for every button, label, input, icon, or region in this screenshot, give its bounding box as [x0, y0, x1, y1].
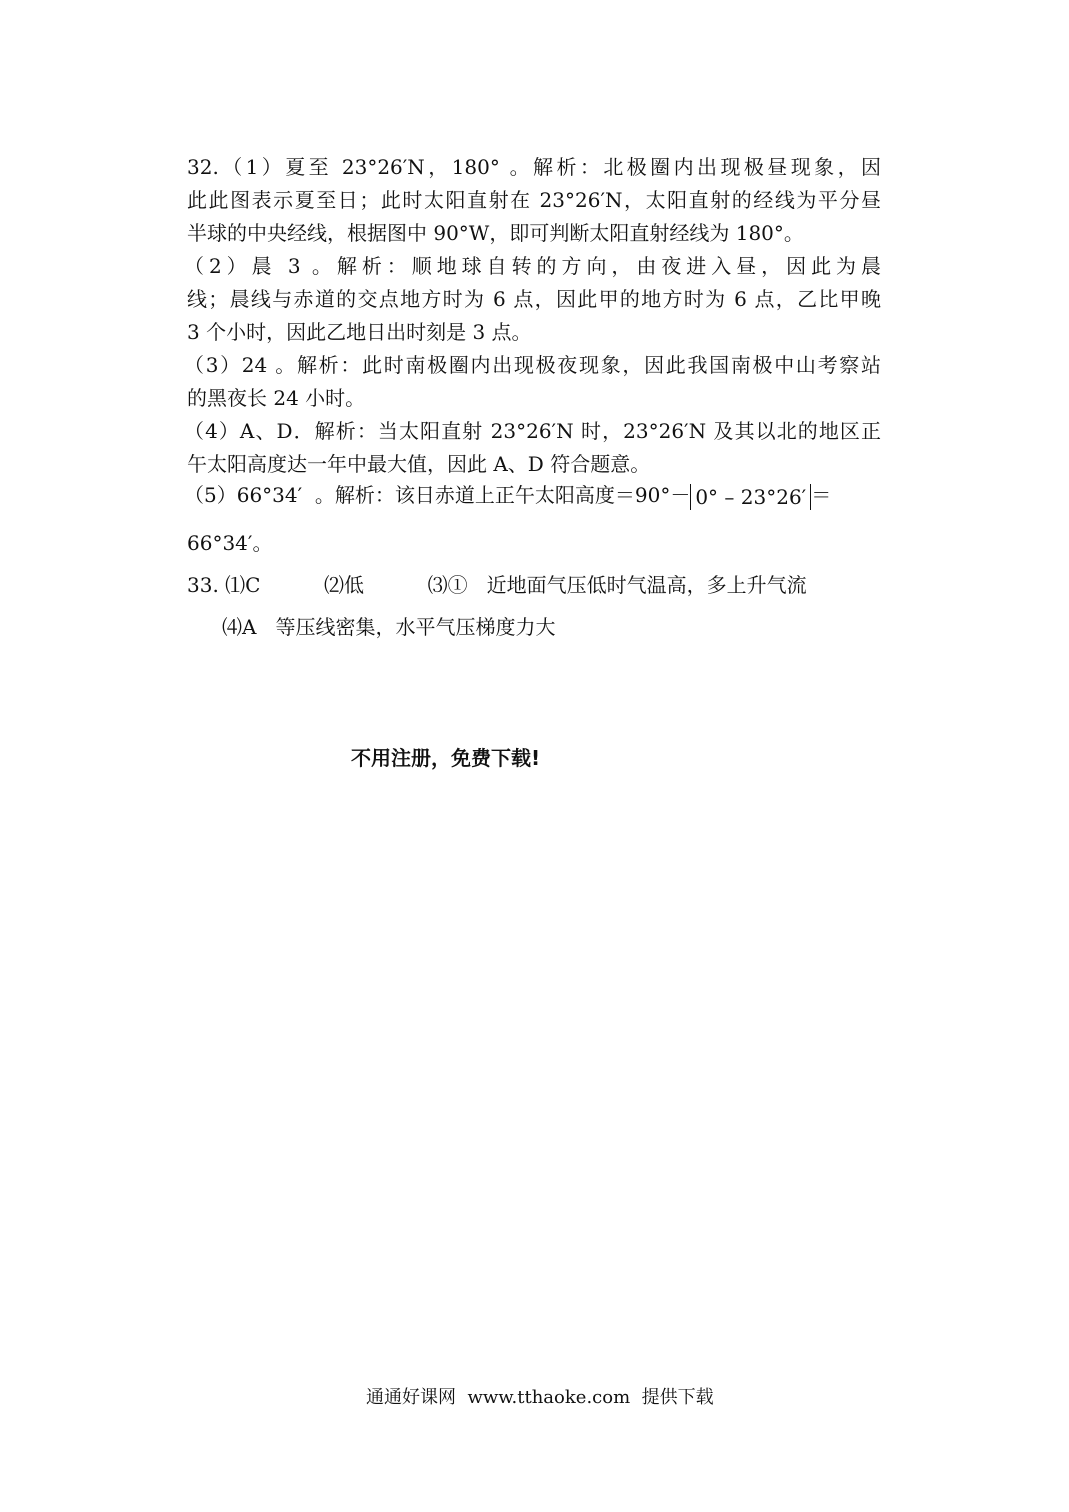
absolute-value-expression: 0° – 23°26′ [690, 484, 811, 510]
answer-line-q33: 33. ⑴C ⑵低 ⑶① 近地面气压低时气温高，多上升气流 [187, 573, 807, 597]
footer-text: 通通好课网 www.tthaoke.com 提供下载 [366, 1387, 714, 1408]
answer-line: （2）晨 3 。解析：顺地球自转的方向，由夜进入昼，因此为晨 [184, 254, 881, 278]
promo-text: 不用注册，免费下载! [351, 746, 541, 770]
answer-line: 此此图表示夏至日；此时太阳直射在 23°26′N，太阳直射的经线为平分昼 [187, 188, 881, 212]
answer-line-5 [184, 482, 831, 510]
answer-line: 午太阳高度达一年中最大值，因此 A、D 符合题意。 [187, 452, 651, 476]
answer-line: （3）24 。解析：此时南极圈内出现极夜现象，因此我国南极中山考察站 [184, 353, 881, 377]
answer-line-q33: ⑷A 等压线密集，水平气压梯度力大 [222, 615, 556, 639]
answer-line-5-prefix: （5）66°34′ 。解析：该日赤道上正午太阳高度＝90°－ [184, 483, 691, 507]
answer-line: 线；晨线与赤道的交点地方时为 6 点，因此甲的地方时为 6 点，乙比甲晚 [187, 287, 881, 311]
answer-line: 66°34′。 [187, 531, 273, 555]
answer-line-5-suffix: ＝ [811, 483, 832, 507]
answer-line: 的黑夜长 24 小时。 [187, 386, 366, 410]
answer-line: 半球的中央经线，根据图中 90°W，即可判断太阳直射经线为 180°。 [187, 221, 804, 245]
answer-line: 32.（1）夏至 23°26′N，180° 。解析：北极圈内出现极昼现象，因 [187, 155, 881, 179]
answer-line: 3 个小时，因此乙地日出时刻是 3 点。 [187, 320, 532, 344]
answer-line: （4）A、D．解析：当太阳直射 23°26′N 时，23°26′N 及其以北的地区正 [184, 419, 881, 443]
